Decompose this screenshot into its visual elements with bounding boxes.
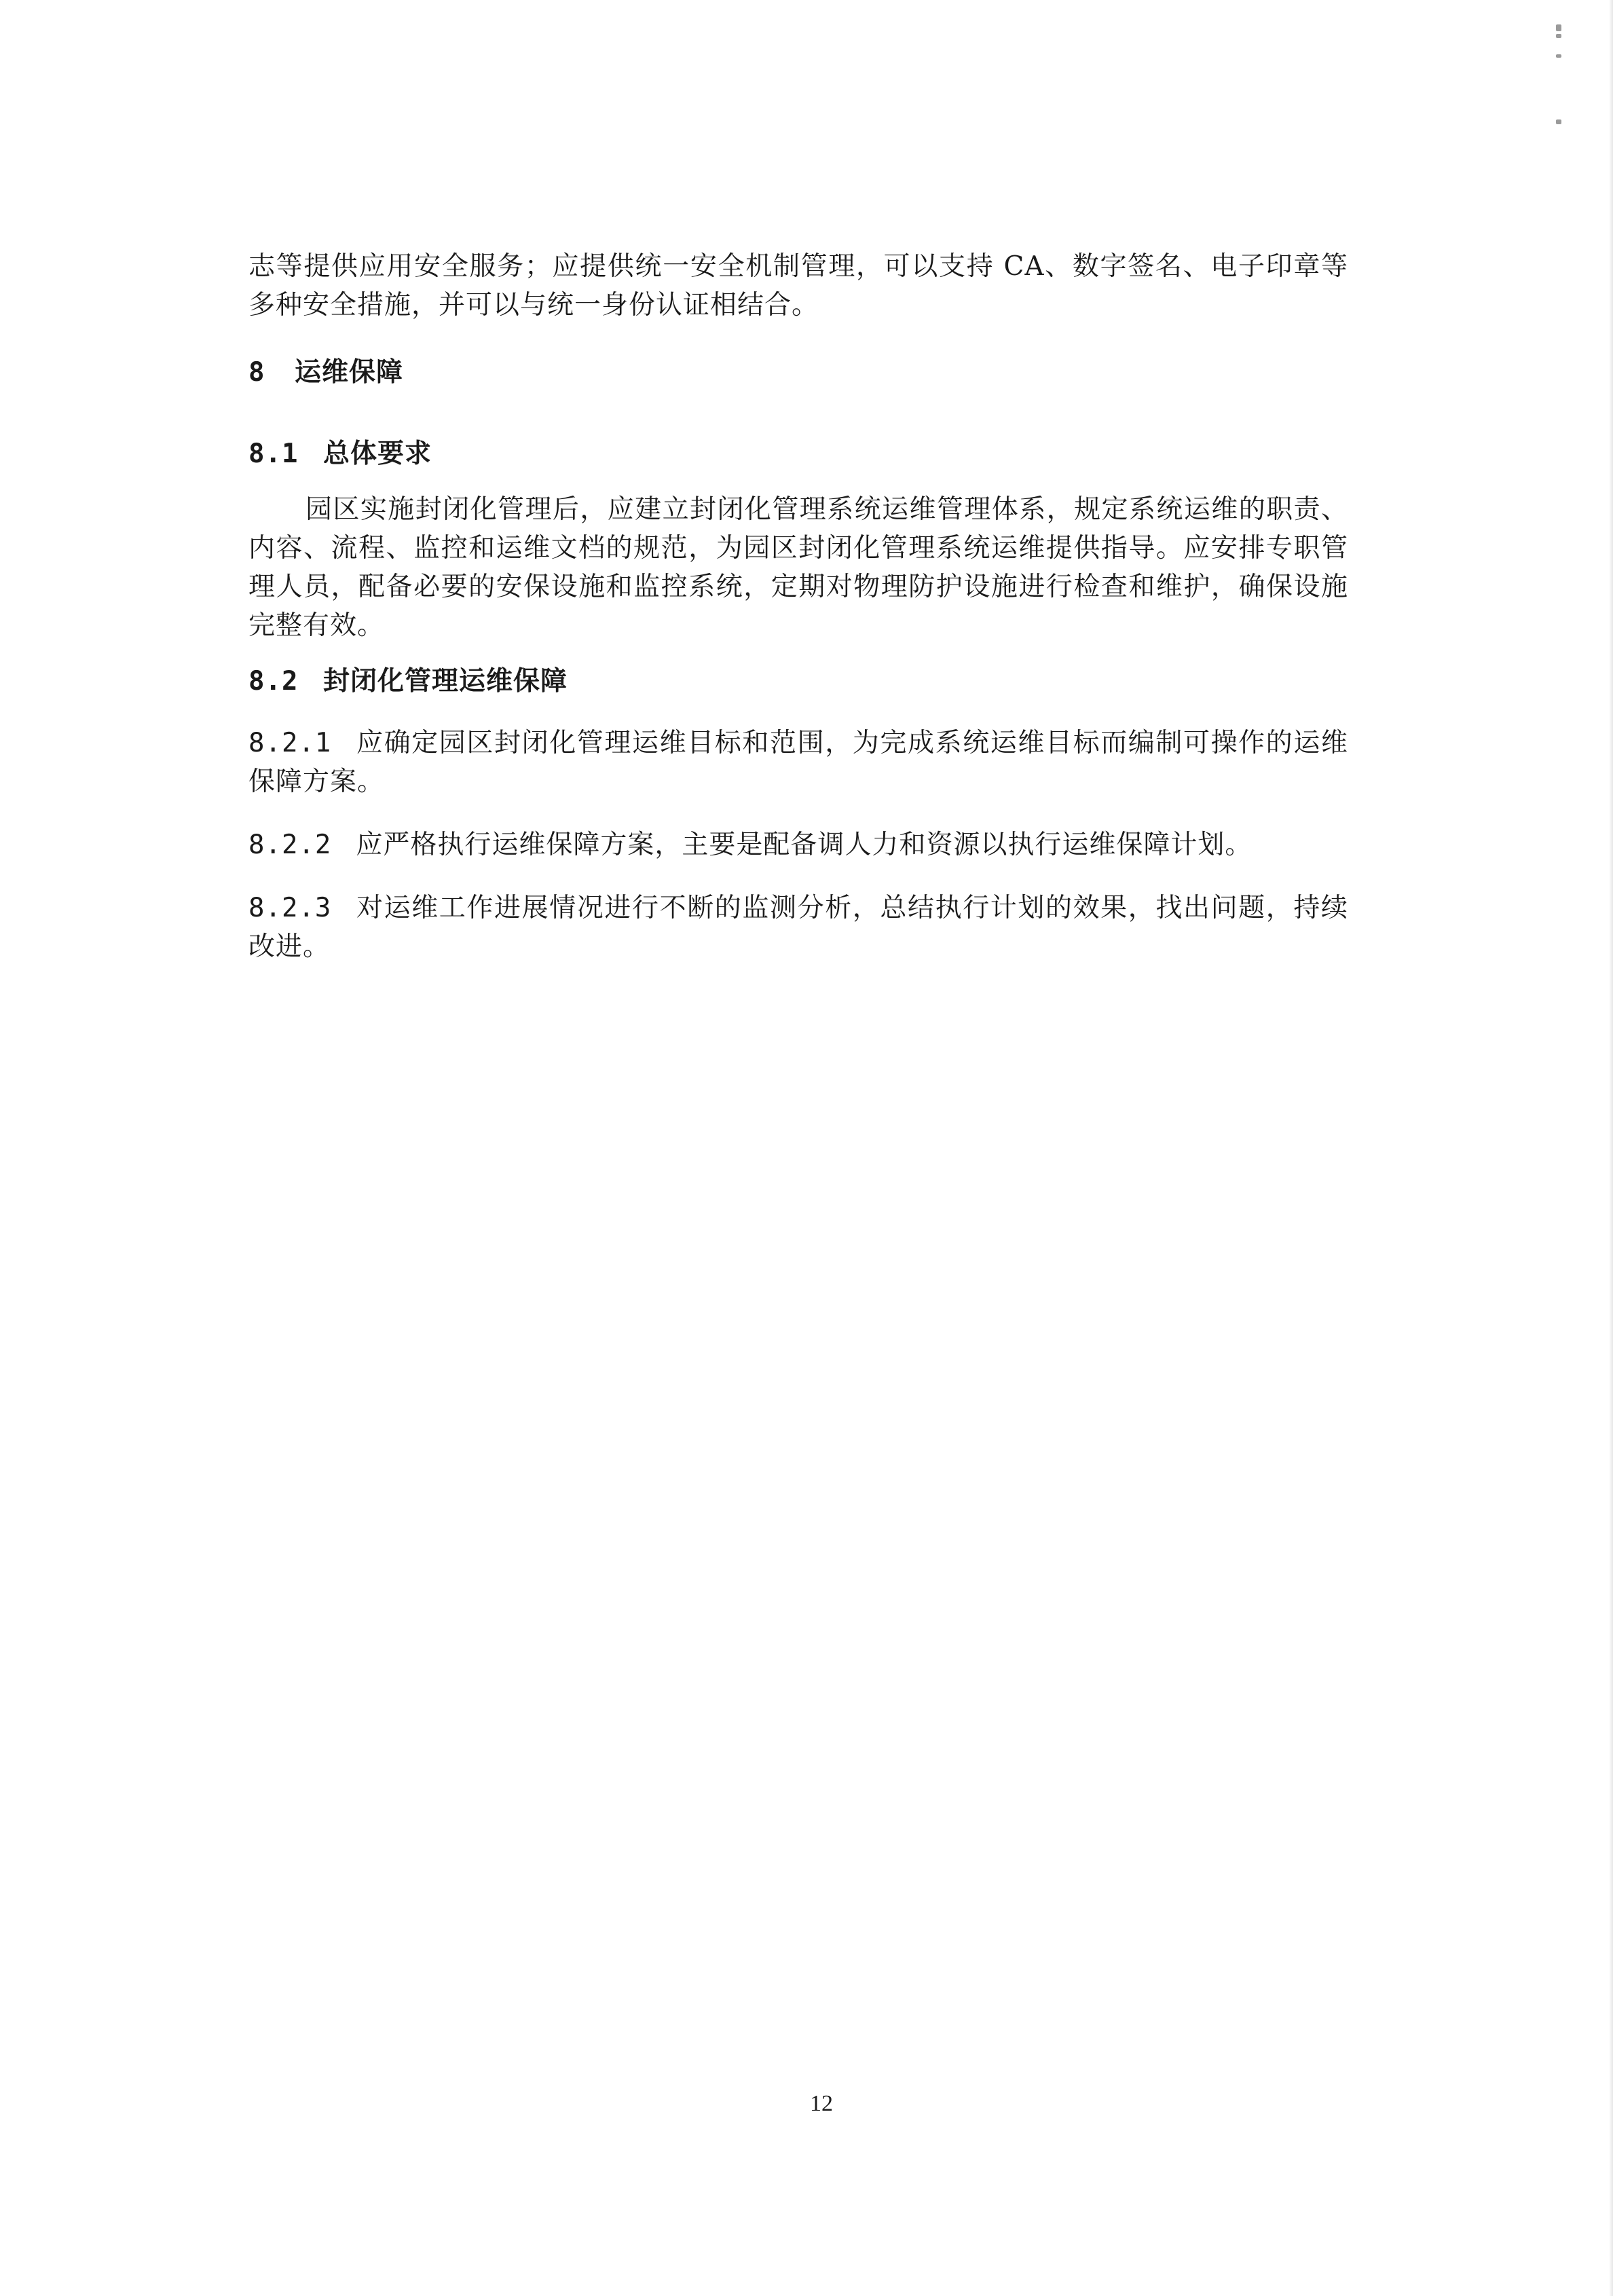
section-8-1-body: 园区实施封闭化管理后，应建立封闭化管理系统运维管理体系，规定系统运维的职责、内容、流程、监控和运维文档的规范，为园区封闭化管理系统运维提供指导。应安排专职管理人员，配备必要的安保设施和监控系统，定期对物理防护设施进行检查和维护，确保设施完整有效。 — [248, 494, 1348, 641]
intro-paragraph: 志等提供应用安全服务；应提供统一安全机制管理，可以支持 CA、数字签名、电子印章等多种安全措施，并可以与统一身份认证相结合。 — [248, 251, 1348, 320]
page-number: 12 — [810, 2091, 833, 2116]
section-8-heading — [248, 353, 1348, 392]
clause-8-2-1 — [248, 724, 1348, 801]
clause-8-2-2 — [248, 826, 1348, 864]
clause-text: 应严格执行运维保障方案，主要是配备调人力和资源以执行运维保障计划。 — [356, 830, 1253, 860]
scan-mark — [1556, 54, 1561, 58]
section-title: 运维保障 — [295, 357, 404, 388]
section-number: 8 — [248, 357, 265, 388]
clause-number: 8.2.1 — [248, 728, 332, 758]
scan-mark — [1556, 34, 1561, 38]
section-8-2-heading — [248, 662, 1348, 701]
scan-mark — [1556, 24, 1561, 31]
clause-number: 8.2.3 — [248, 893, 332, 923]
section-8-1-heading — [248, 434, 1348, 473]
clause-text: 对运维工作进展情况进行不断的监测分析，总结执行计划的效果，找出问题，持续改进。 — [248, 893, 1348, 962]
section-number: 8.2 — [248, 666, 299, 697]
scan-mark — [1556, 119, 1561, 124]
document-body — [248, 247, 1348, 966]
page-edge-shadow — [1609, 0, 1613, 2296]
clause-number: 8.2.2 — [248, 830, 332, 860]
section-title: 封闭化管理运维保障 — [323, 666, 568, 697]
clause-text: 应确定园区封闭化管理运维目标和范围，为完成系统运维目标而编制可操作的运维保障方案。 — [248, 728, 1348, 797]
scan-margin-marks — [1552, 16, 1568, 138]
clause-8-2-3 — [248, 889, 1348, 966]
section-number: 8.1 — [248, 439, 299, 469]
section-title: 总体要求 — [323, 439, 432, 469]
